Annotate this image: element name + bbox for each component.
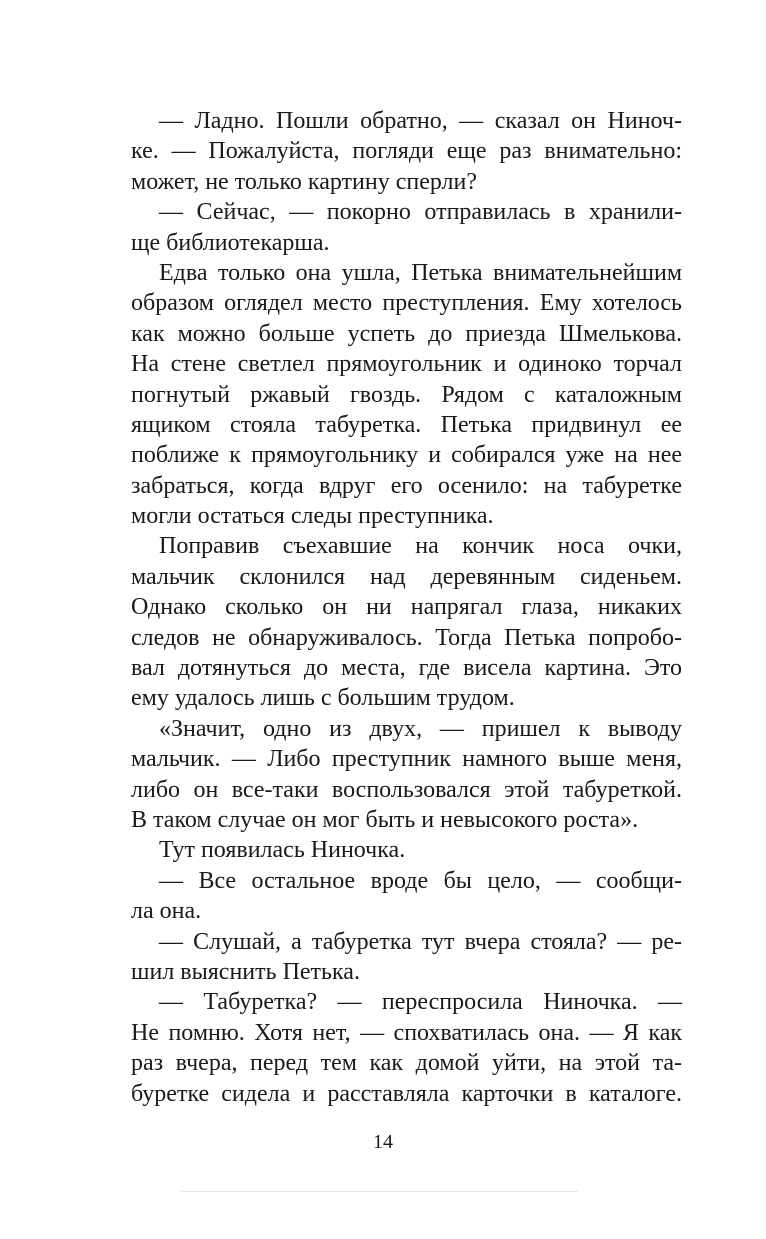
text-line: Едва только она ушла, Петька внимательнейшим: [159, 259, 682, 286]
text-line: — Все остальное вроде бы цело, — сообщи-: [159, 867, 682, 894]
text-line: На стене светлел прямоугольник и одиноко торчал: [131, 351, 682, 378]
text-line: ящиком стояла табуретка. Петька придвинул ее: [131, 411, 682, 438]
text-line: буретке сидела и расставляла карточки в каталоге.: [131, 1080, 682, 1107]
text-line: мальчик. — Либо преступник намного выше меня,: [131, 746, 682, 773]
text-line: «Значит, одно из двух, — пришел к выводу: [159, 715, 682, 742]
text-line: — Слушай, а табуретка тут вчера стояла? — ре-: [159, 928, 682, 955]
text-line: ще библиотекарша.: [131, 229, 330, 256]
text-line: Тут появилась Ниночка.: [159, 837, 406, 864]
text-line: шил выяснить Петька.: [131, 958, 360, 985]
text-line: Не помню. Хотя нет, — спохватилась она. — Я как: [131, 1019, 682, 1046]
text-line: ла она.: [131, 898, 202, 925]
text-line: — Табуретка? — переспросила Ниночка. —: [159, 989, 682, 1016]
text-line: — Ладно. Пошли обратно, — сказал он Ниноч-: [159, 108, 682, 134]
page-number: 14: [373, 1131, 393, 1153]
text-line: ке. — Пожалуйста, погляди еще раз внимательно:: [131, 138, 682, 165]
text-line: ему удалось лишь с большим трудом.: [131, 685, 515, 712]
text-line: могли остаться следы преступника.: [131, 503, 494, 530]
text-line: забраться, когда вдруг его осенило: на табуретке: [131, 472, 682, 499]
text-line: может, не только картину сперли?: [131, 168, 478, 195]
text-line: поближе к прямоугольнику и собирался уже на нее: [131, 442, 682, 469]
text-line: В таком случае он мог быть и невысокого роста».: [131, 806, 639, 833]
text-line: либо он все-таки воспользовался этой табуреткой.: [131, 776, 682, 803]
text-line: Однако сколько он ни напрягал глаза, никаких: [131, 594, 682, 621]
body-text: [131, 106, 682, 1109]
text-line: Поправив съехавшие на кончик носа очки,: [159, 533, 682, 560]
text-line: следов не обнаруживалось. Тогда Петька попробо-: [131, 624, 682, 651]
text-line: образом оглядел место преступления. Ему хотелось: [131, 290, 682, 317]
text-line: — Сейчас, — покорно отправилась в хранили-: [159, 199, 682, 226]
text-line: вал дотянуться до места, где висела картина. Это: [131, 655, 682, 682]
text-line: погнутый ржавый гвоздь. Рядом с каталожным: [131, 381, 682, 408]
text-line: раз вчера, перед тем как домой уйти, на этой та-: [131, 1050, 682, 1077]
bottom-rule: [181, 1191, 578, 1192]
text-line: как можно больше успеть до приезда Шмелькова.: [131, 320, 682, 347]
text-line: мальчик склонился над деревянным сиденьем.: [131, 563, 682, 590]
